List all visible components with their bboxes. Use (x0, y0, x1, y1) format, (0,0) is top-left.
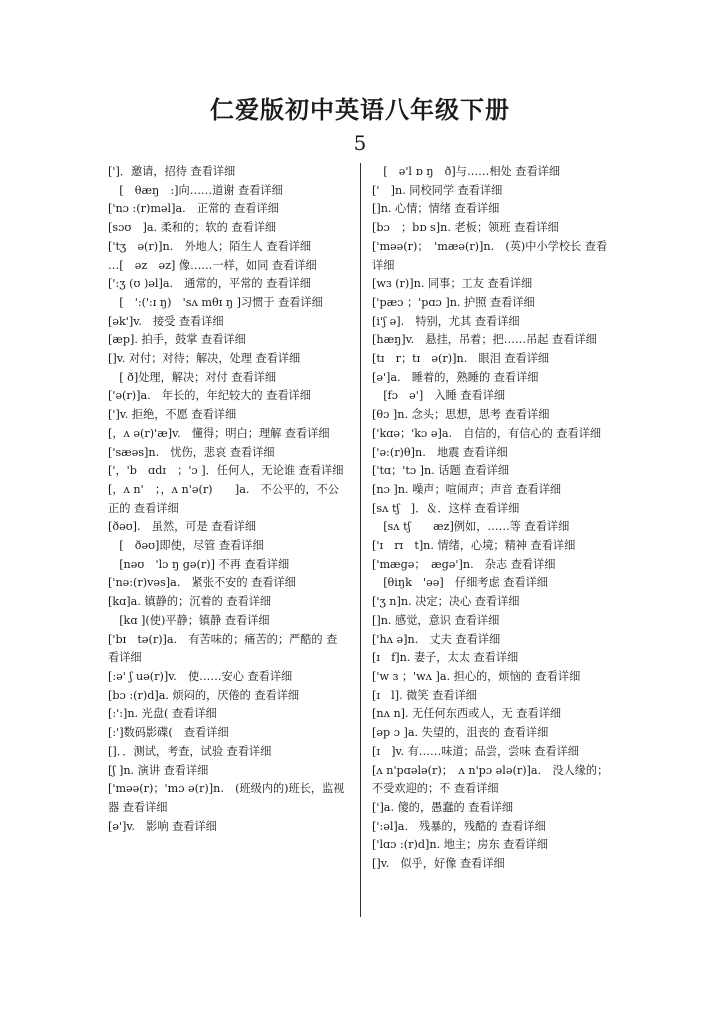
vocab-entry[interactable]: …[ əz əz] 像……一样，如同 查看详细 (108, 258, 317, 272)
vocab-entry[interactable]: [sɔʊ ]a. 柔和的；软的 查看详细 (108, 221, 277, 235)
vocab-entry[interactable]: ['pæɔ ；'pɑɔ ]n. 护照 查看详细 (372, 295, 535, 309)
vocab-entry[interactable]: [:ə' ʃ uə(r)]v. 使……安心 查看详细 (108, 669, 293, 683)
vocab-entry[interactable]: ['sæəs]n. 忧伤，悲哀 查看详细 (108, 445, 275, 459)
vocab-entry[interactable]: [nəʊ 'lɔ ŋ gə(r)] 不再 查看详细 (108, 557, 290, 571)
vocab-entry[interactable]: ['bɪ tə(r)]a. 有苦味的；痛苦的；严酷的 查看详细 (108, 632, 338, 665)
vocab-entry[interactable]: ['，'b ɑdɪ ；'ɔ ]．任何人，无论谁 查看详细 (108, 464, 344, 478)
vocab-entry[interactable]: [wɜ (r)]n. 同事；工友 查看详细 (372, 277, 533, 291)
vocab-entry[interactable]: [əp ɔ ]a. 失望的，沮丧的 查看详细 (372, 726, 549, 740)
vocab-entry[interactable]: ['tɑ；'tɔ ]n. 话题 查看详细 (372, 464, 510, 478)
left-column (108, 163, 348, 836)
vocab-entry[interactable]: [']．邀请，招待 查看详细 (108, 165, 236, 178)
page-title: 仁爱版初中英语八年级下册 (210, 95, 510, 124)
vocab-entry[interactable]: ['ʒ n]n. 决定；决心 查看详细 (372, 595, 520, 609)
vocab-entry[interactable]: [bɔ ；bɒ s]n. 老板；领班 查看详细 (372, 221, 559, 235)
vocab-entry[interactable]: [nɔ ]n. 噪声；喧闹声；声音 查看详细 (372, 482, 562, 496)
vocab-entry[interactable]: ['məə(r)； 'mæə(r)]n. (英)中小学校长 查看详细 (372, 239, 608, 272)
vocab-entry[interactable]: [ ':(':ɪ ŋ) 'sʌ mθɪ ŋ ]习惯于 查看详细 (108, 295, 323, 309)
vocab-entry[interactable]: ['ɪ rɪ t]n. 情绪，心境；精神 查看详细 (372, 539, 576, 553)
vocab-entry[interactable]: [':ʒ (ʊ )əl]a. 通常的，平常的 查看详细 (108, 277, 311, 291)
vocab-entry[interactable]: [ θæŋ :]向……道谢 查看详细 (108, 183, 283, 197)
vocab-entry[interactable]: [θiŋk 'əə] 仔细考虑 查看详细 (372, 576, 548, 590)
vocab-entry[interactable]: [ɪ ]v. 有……味道；品尝，尝味 查看详细 (372, 744, 579, 758)
vocab-entry[interactable]: []．．测试，考查，试验 查看详细 (108, 744, 272, 758)
vocab-entry[interactable]: [ɪ l]. 微笑 查看详细 (372, 688, 477, 702)
vocab-entry[interactable]: [ðəʊ]. 虽然，可是 查看详细 (108, 520, 257, 534)
vocab-entry[interactable]: [']a. 傻的，愚蠢的 查看详细 (372, 800, 514, 814)
vocab-entry[interactable]: [θɔ ]n. 念头；思想，思考 查看详细 (372, 408, 550, 422)
vocab-entry[interactable]: [i'ʃ ə]. 特别，尤其 查看详细 (372, 314, 520, 328)
vocab-entry[interactable]: ['ə:(r)θ]n. 地震 查看详细 (372, 445, 508, 459)
vocab-entry[interactable]: [fɔ ə'] 入睡 查看详细 (372, 389, 506, 403)
vocab-entry[interactable]: []n. 感觉，意识 查看详细 (372, 613, 500, 627)
vocab-entry[interactable]: ['nə:(r)vəs]a. 紧张不安的 查看详细 (108, 576, 296, 590)
vocab-entry[interactable]: [ʌ n'pɑələ(r)； ʌ n'pɔ ələ(r)]a. 没人缘的；不受欢迎的；不 查看详细 (372, 763, 609, 796)
vocab-entry[interactable]: ['hʌ ə]n. 丈夫 查看详细 (372, 632, 501, 646)
vocab-entry[interactable]: ['lɑɔ :(r)d]n. 地主；房东 查看详细 (372, 838, 548, 852)
vocab-entry[interactable]: []v. 对付；对待；解决，处理 查看详细 (108, 352, 301, 366)
vocab-entry[interactable]: ['nɔ :(r)məl]a. 正常的 查看详细 (108, 202, 279, 216)
vocab-entry[interactable]: []v. 似乎，好像 查看详细 (372, 857, 505, 871)
vocab-entry[interactable]: [，ʌ ə(r)'æ]v. 懂得；明白；理解 查看详细 (108, 426, 330, 440)
vocab-entry[interactable]: [:']数码影碟( 查看详细 (108, 726, 229, 740)
column-divider (360, 163, 361, 917)
right-column (372, 163, 612, 874)
vocab-entry[interactable]: [kɑ ](使)平静；镇静 查看详细 (108, 613, 270, 627)
vocab-entry[interactable]: [ɪ f]n. 妻子，太太 查看详细 (372, 651, 519, 665)
vocab-entry[interactable]: [sʌ tʃ æz]例如，……等 查看详细 (372, 520, 570, 534)
vocab-entry[interactable]: [ ə'l ɒ ŋ ð]与……相处 查看详细 (372, 165, 561, 178)
vocab-entry[interactable]: [bɔ :(r)d]a. 烦闷的，厌倦的 查看详细 (108, 688, 300, 702)
page-number: 5 (353, 131, 367, 155)
vocab-entry[interactable]: [:':]n. 光盘( 查看详细 (108, 707, 217, 721)
vocab-entry[interactable]: [ʃ ]n. 演讲 查看详细 (108, 763, 209, 777)
vocab-entry[interactable]: ['ə(r)]a. 年长的，年纪较大的 查看详细 (108, 389, 311, 403)
vocab-entry[interactable]: ['w ɜ ；'wʌ ]a. 担心的，烦恼的 查看详细 (372, 669, 581, 683)
vocab-entry[interactable]: [kɑ]a. 镇静的；沉着的 查看详细 (108, 595, 272, 609)
vocab-entry[interactable]: [tɪ r；tɪ ə(r)]n. 眼泪 查看详细 (372, 352, 550, 366)
vocab-entry[interactable]: [nʌ n]. 无任何东西或人，无 查看详细 (372, 707, 562, 721)
vocab-entry[interactable]: [sʌ tʃ ]．＆．这样 查看详细 (372, 501, 520, 515)
vocab-entry[interactable]: ['kɑə；'kɔ ə]a. 自信的，有信心的 查看详细 (372, 426, 602, 440)
vocab-entry[interactable]: [' ]n. 同校同学 查看详细 (372, 183, 503, 197)
vocab-entry[interactable]: [æp]. 拍手，鼓掌 查看详细 (108, 333, 246, 347)
vocab-entry[interactable]: []n. 心情；情绪 查看详细 (372, 202, 500, 216)
vocab-entry[interactable]: [ə']v. 影响 查看详细 (108, 819, 217, 833)
vocab-entry[interactable]: [':əl]a. 残暴的，残酷的 查看详细 (372, 819, 546, 833)
vocab-entry[interactable]: [ək']v. 接受 查看详细 (108, 314, 224, 328)
vocab-entry[interactable]: [，ʌ n' ；，ʌ n'ə(r) ]a. 不公平的，不公正的 查看详细 (108, 482, 339, 515)
vocab-entry[interactable]: ['tʒ ə(r)]n. 外地人；陌生人 查看详细 (108, 239, 312, 253)
vocab-entry[interactable]: ['məə(r)；'mɔ ə(r)]n. (班级内的)班长，监视器 查看详细 (108, 782, 345, 814)
vocab-entry[interactable]: [ə']a. 睡着的，熟睡的 查看详细 (372, 370, 539, 384)
vocab-entry[interactable]: [ ð]处理，解决；对付 查看详细 (108, 370, 277, 384)
vocab-entry[interactable]: [hæŋ]v. 悬挂，吊着；把……吊起 查看详细 (372, 333, 597, 347)
vocab-entry[interactable]: ['mæɡə； æɡə']n. 杂志 查看详细 (372, 557, 556, 571)
vocab-entry[interactable]: [ ðəʊ]即使，尽管 查看详细 (108, 539, 264, 553)
vocab-entry[interactable]: [']v. 拒绝，不愿 查看详细 (108, 408, 237, 422)
